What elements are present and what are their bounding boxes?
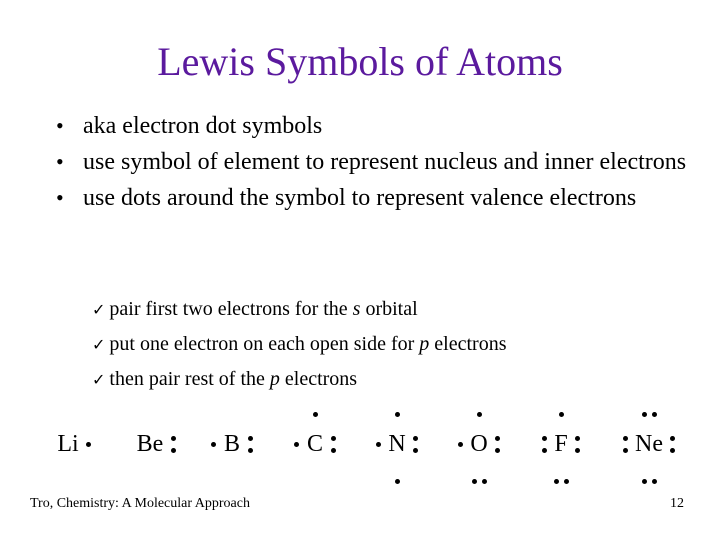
checkmark-icon: ✓	[92, 335, 106, 354]
slide-title: Lewis Symbols of Atoms	[157, 39, 563, 84]
electron-dot-icon	[171, 448, 176, 453]
bullet-text: use dots around the symbol to represent valence electrons	[83, 185, 637, 211]
sub-bullet-text: pair first two electrons for the	[109, 298, 353, 320]
electron-dot-icon	[623, 448, 628, 453]
electron-dot-icon	[542, 436, 547, 441]
element-symbol-be: Be	[136, 431, 164, 457]
element-symbol-b: B	[223, 431, 240, 457]
element-symbol-li: Li	[57, 431, 79, 457]
sub-bullet-item	[92, 292, 506, 327]
footer-citation: Tro, Chemistry: A Molecular Approach	[30, 496, 250, 511]
electron-dot-icon	[495, 448, 500, 453]
electron-dot-icon	[248, 448, 253, 453]
electron-dot-icon	[652, 412, 657, 417]
sub-bullet-text: orbital	[360, 298, 418, 320]
bullet-dot-icon: •	[56, 113, 64, 138]
checkmark-icon: ✓	[92, 300, 106, 319]
sub-bullet-emphasis: s	[352, 298, 361, 320]
electron-dot-icon	[670, 436, 675, 441]
sub-bullet-item	[92, 362, 506, 397]
electron-dot-icon	[331, 436, 336, 441]
sub-bullet-item	[92, 327, 506, 362]
electron-dot-icon	[652, 479, 657, 484]
electron-dot-icon	[171, 436, 176, 441]
electron-dot-icon	[472, 479, 477, 484]
bullet-text: use symbol of element to represent nucleus and inner electrons	[83, 149, 687, 175]
electron-dot-icon	[554, 479, 559, 484]
element-symbol-ne: Ne	[635, 431, 663, 457]
electron-dot-icon	[395, 412, 400, 417]
sub-bullet-emphasis: p	[269, 368, 280, 390]
bullet-dot-icon: •	[56, 149, 64, 174]
electron-dot-icon	[670, 448, 675, 453]
electron-dot-icon	[495, 436, 500, 441]
electron-dot-icon	[564, 479, 569, 484]
electron-dot-icon	[575, 436, 580, 441]
electron-dot-icon	[294, 442, 299, 447]
bullet-item	[56, 180, 696, 216]
bullet-text: aka electron dot symbols	[83, 113, 323, 139]
electron-dot-icon	[482, 479, 487, 484]
element-symbol-n: N	[388, 431, 406, 457]
electron-dot-icon	[313, 412, 318, 417]
electron-dot-icon	[477, 412, 482, 417]
sub-bullet-text: electrons	[279, 368, 358, 390]
element-symbol-f: F	[554, 431, 568, 457]
sub-bullet-emphasis: p	[419, 333, 430, 355]
checkmark-icon: ✓	[92, 370, 106, 389]
page-number: 12	[670, 496, 684, 511]
bullet-item	[56, 108, 696, 144]
electron-dot-icon	[458, 442, 463, 447]
sub-bullet-text: electrons	[429, 333, 507, 355]
sub-bullet-list	[92, 292, 506, 397]
element-symbol-o: O	[470, 431, 488, 457]
electron-dot-icon	[413, 436, 418, 441]
electron-dot-icon	[331, 448, 336, 453]
electron-dot-icon	[376, 442, 381, 447]
element-symbol-c: C	[306, 431, 323, 457]
bullet-list	[56, 108, 696, 216]
sub-bullet-text: then pair rest of the	[109, 368, 270, 390]
electron-dot-icon	[642, 479, 647, 484]
electron-dot-icon	[211, 442, 216, 447]
electron-dot-icon	[575, 448, 580, 453]
electron-dot-icon	[413, 448, 418, 453]
electron-dot-icon	[623, 436, 628, 441]
electron-dot-icon	[559, 412, 564, 417]
lewis-symbols-row	[0, 395, 720, 505]
electron-dot-icon	[642, 412, 647, 417]
electron-dot-icon	[248, 436, 253, 441]
electron-dot-icon	[86, 442, 91, 447]
electron-dot-icon	[542, 448, 547, 453]
bullet-dot-icon: •	[56, 185, 64, 210]
sub-bullet-text: put one electron on each open side for	[109, 333, 420, 355]
bullet-item	[56, 144, 696, 180]
electron-dot-icon	[395, 479, 400, 484]
